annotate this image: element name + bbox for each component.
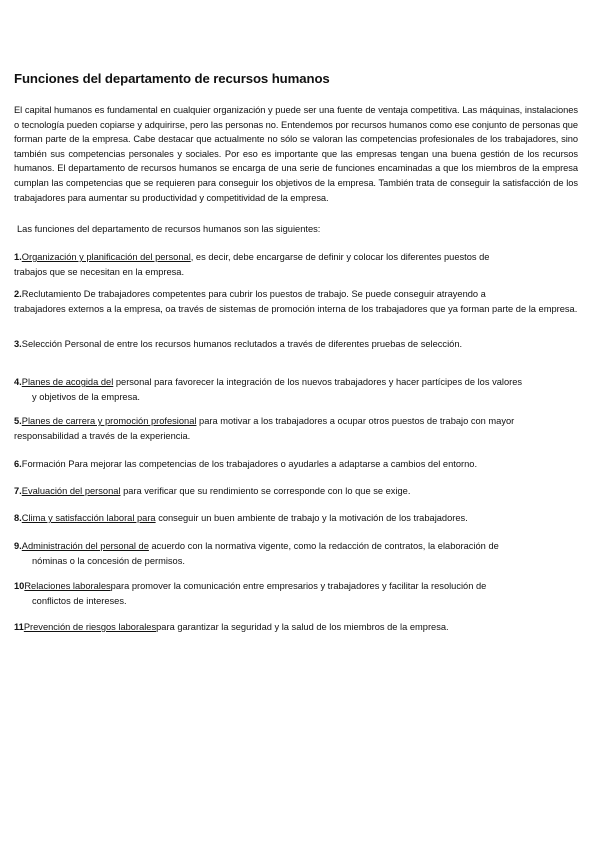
item-continuation: trabajadores externos a la empresa, oa través de sistemas de promoción interna de los trabajadores que ya forman parte de la empresa. [14,304,578,314]
item-text: para garantizar la seguridad y la salud de los miembros de la empresa. [156,622,449,632]
item-underlined: Prevención de riesgos laborales [23,622,157,632]
list-item [14,337,580,352]
item-continuation: trabajos que se necesitan en la empresa. [14,267,185,277]
item-number: 3. [14,339,22,349]
item-text: conseguir un buen ambiente de trabajo y la motivación de los trabajadores. [155,513,468,523]
item-number: 11 [14,622,24,632]
item-text: acuerdo con la normativa vigente, como la redacción de contratos, la elaboración de [148,541,499,551]
item-underlined: Evaluación del personal [21,486,121,496]
item-number: 4. [14,377,22,387]
list-item [14,250,580,280]
item-continuation: y objetivos de la empresa. [32,392,141,402]
item-text: , es decir, debe encargarse de definir y colocar los diferentes puestos de [190,252,490,262]
list-item [14,457,580,472]
item-continuation: responsabilidad a través de la experiencia. [14,431,191,441]
item-number: 6. [14,459,22,469]
item-text: personal para favorecer la integración de los nuevos trabajadores y hacer partícipes de los valores [113,377,523,387]
list-item [14,539,580,569]
list-item [14,375,580,405]
item-continuation: nóminas o la concesión de permisos. [32,556,185,566]
item-underlined: Planes de acogida del [21,377,114,387]
item-text: para promover la comunicación entre empresarios y trabajadores y facilitar la resolución de [110,581,487,591]
item-text: para motivar a los trabajadores a ocupar otros puestos de trabajo con mayor [196,416,515,426]
item-number: 1. [14,252,22,262]
item-number: 7. [14,486,22,496]
list-item [14,579,580,609]
item-number: 5. [14,416,22,426]
item-underlined: Clima y satisfacción laboral para [21,513,156,523]
page-title: Funciones del departamento de recursos humanos [14,71,330,86]
item-number: 9. [14,541,22,551]
item-text: Formación Para mejorar las competencias de los trabajadores o ayudarles a adaptarse a cambios del entorno. [21,459,478,469]
list-item [14,287,580,317]
list-item [14,484,580,499]
item-number: 8. [14,513,22,523]
item-number: 10 [14,581,25,591]
item-underlined: Organización y planificación del personal [21,252,191,262]
item-text: Reclutamiento De trabajadores competentes para cubrir los puestos de trabajo. Se puede conseguir atrayendo a [21,289,486,299]
list-item [14,414,580,444]
item-underlined: Relaciones laborales [24,581,111,591]
item-underlined: Administración del personal de [21,541,149,551]
intro-paragraph: El capital humanos es fundamental en cualquier organización y puede ser una fuente de ventaja competitiva. Las máquinas, instalaciones o tecnología pueden copiarse y adquirirse, pero las personas no. Entendemos por recursos humanos como ese conjunto de personas que forman parte de la empresa. Cabe destacar que actualmente no sólo se valoran las competencias profesionales de los trabajadores, sino también sus competencias personales y sociales. Por eso es importante que las empresas tengan una buena gestión de los recursos humanos. El departamento de recursos humanos se encarga de una serie de funciones encaminadas a que los miembros de la empresa cumplan las competencias que se requieren para conseguir los objetivos de la empresa. También trata de conseguir la satisfacción de los trabajadores para aumentar su productividad y competitividad de la empresa. [14,105,578,203]
item-text: para verificar que su rendimiento se corresponde con lo que se exige. [120,486,411,496]
list-item [14,620,580,635]
list-item [14,511,580,526]
item-underlined: Planes de carrera y promoción profesional [21,416,197,426]
item-number: 2. [14,289,22,299]
item-text: Selección Personal de entre los recursos humanos reclutados a través de diferentes pruebas de selección. [21,339,463,349]
list-lead: Las funciones del departamento de recursos humanos son las siguientes: [17,224,321,234]
item-continuation: conflictos de intereses. [32,596,127,606]
